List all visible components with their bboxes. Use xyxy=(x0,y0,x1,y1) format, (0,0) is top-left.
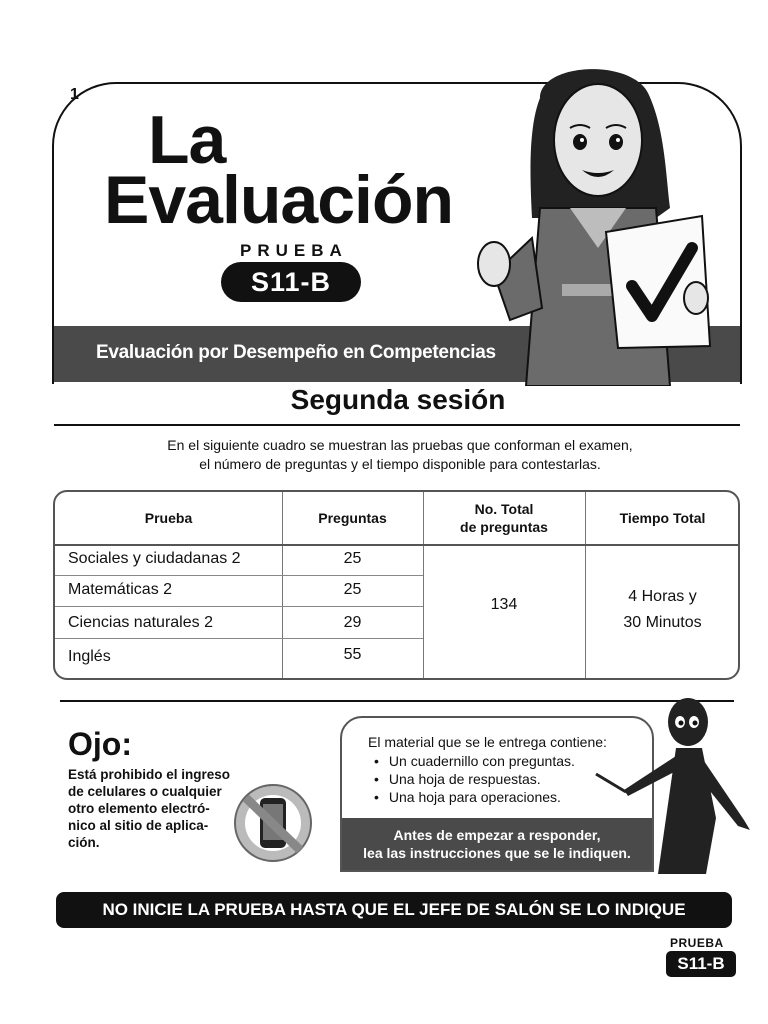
ojo-title: Ojo: xyxy=(68,726,132,762)
warning-bar: NO INICIE LA PRUEBA HASTA QUE EL JEFE DE SALÓN SE LO INDIQUE xyxy=(56,892,732,928)
intro-line-1: En el siguiente cuadro se muestran las pruebas que conforman el examen, xyxy=(167,437,633,453)
row-2-prueba: Matemáticas 2 xyxy=(68,581,173,598)
prueba-label: PRUEBA xyxy=(240,241,348,260)
footer-test-code: S11-B xyxy=(666,951,736,977)
tiempo-line-2: 30 Minutos xyxy=(623,614,702,631)
title-line-2: Evaluación xyxy=(104,162,454,238)
row-4-preguntas: 55 xyxy=(343,646,362,663)
row-3-preguntas: 29 xyxy=(343,614,362,631)
ojo-line: ción. xyxy=(68,835,100,850)
header-prueba: Prueba xyxy=(144,510,193,526)
ojo-line: nico al sitio de aplica- xyxy=(68,818,209,833)
table-row-divider xyxy=(55,606,423,607)
intro-line-2: el número de preguntas y el tiempo disponible para contestarlas. xyxy=(199,456,601,472)
total-preguntas: 134 xyxy=(490,596,518,613)
row-1-prueba: Sociales y ciudadanas 2 xyxy=(68,550,241,567)
intro-text xyxy=(100,436,700,474)
footer-prueba-label: PRUEBA xyxy=(670,936,724,950)
pointer-illustration xyxy=(594,698,754,874)
ojo-line: Está prohibido el ingreso xyxy=(68,767,231,782)
tiempo-total xyxy=(585,584,740,636)
row-2-preguntas: 25 xyxy=(343,581,362,598)
row-1-preguntas: 25 xyxy=(343,550,362,567)
header-banner-text: Evaluación por Desempeño en Competencias xyxy=(96,342,496,363)
header-total xyxy=(423,500,585,536)
session-rule xyxy=(54,424,740,426)
pointer-character-head xyxy=(668,698,708,746)
material-band-line-2: lea las instrucciones que se le indiquen. xyxy=(363,845,631,861)
pointer-stick-icon xyxy=(596,774,626,792)
header-preguntas: Preguntas xyxy=(318,510,387,526)
header-total-line-1: No. Total xyxy=(474,501,534,517)
tiempo-line-1: 4 Horas y xyxy=(628,588,697,605)
teacher-face xyxy=(554,84,642,196)
teacher-illustration xyxy=(470,58,730,386)
test-code-badge: S11-B xyxy=(221,262,361,302)
table-row-divider xyxy=(55,575,423,576)
list-item: • Un cuadernillo con preguntas. xyxy=(374,752,575,770)
no-phone-icon xyxy=(230,780,316,866)
material-list xyxy=(374,752,575,806)
row-3-prueba: Ciencias naturales 2 xyxy=(68,614,213,631)
table-row-divider xyxy=(55,638,423,639)
list-item: • Una hoja de respuestas. xyxy=(374,770,575,788)
table-header-divider xyxy=(55,544,738,546)
header-total-line-2: de preguntas xyxy=(460,519,548,535)
ojo-line: de celulares o cualquier xyxy=(68,784,222,799)
list-item: • Una hoja para operaciones. xyxy=(374,788,575,806)
header-tiempo: Tiempo Total xyxy=(619,510,706,526)
row-4-prueba: Inglés xyxy=(68,648,111,665)
tests-table xyxy=(53,490,740,680)
title-line-1: La xyxy=(148,102,226,178)
material-band-line-1: Antes de empezar a responder, xyxy=(393,827,601,843)
page-number: 1 xyxy=(70,86,79,103)
material-title: El material que se le entrega contiene: xyxy=(368,734,607,750)
ojo-line: otro elemento electró- xyxy=(68,801,210,816)
session-title: Segunda sesión xyxy=(290,384,506,415)
